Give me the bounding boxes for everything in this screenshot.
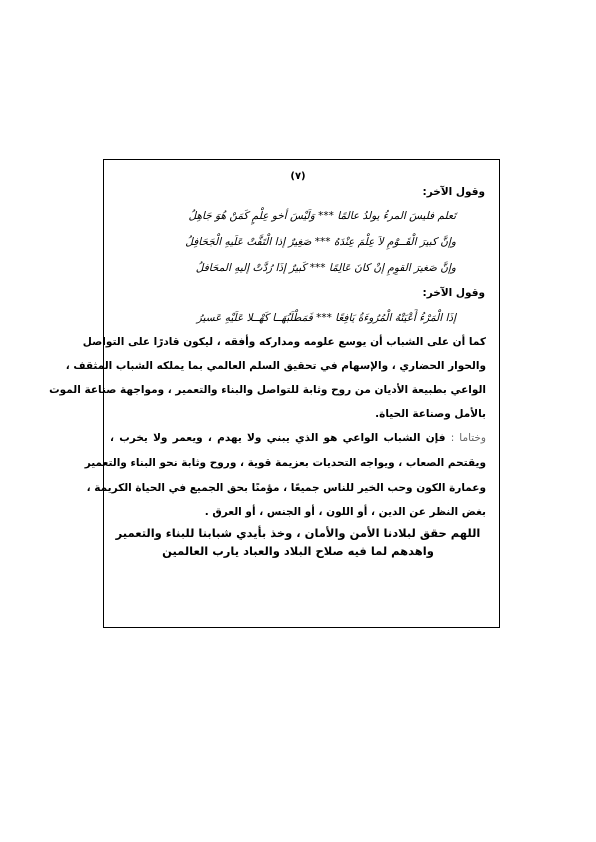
paragraph-2-line-3: وعمارة الكون وحب الخير للناس جميعًا ، مؤمنًا بحق الجميع في الحياة الكريمة ، bbox=[86, 482, 486, 494]
paragraph-1-line-1: كما أن على الشباب أن يوسع علومه ومداركه وأفقه ، ليكون قادرًا على التواصل bbox=[82, 336, 486, 348]
paragraph-2-line-2: ويقتحم الصعاب ، ويواجه التحديات بعزيمة قوية ، وروح وثابة نحو البناء والتعمير bbox=[84, 457, 486, 469]
paragraph-1-line-2: والحوار الحضاري ، والإسهام في تحقيق السلم العالمي بما يملكه الشباب المثقف ، bbox=[65, 360, 486, 372]
paragraph-2-line-1 bbox=[110, 431, 486, 445]
paragraph-1-line-3: الواعي بطبيعة الأديان من روح وثابة للتواصل والبناء والتعمير ، ومواجهة صناعة الموت bbox=[49, 384, 486, 396]
closing-lead-word: وختاما : bbox=[450, 432, 486, 444]
prayer-line-1: اللهم حقق لبلادنا الأمن والأمان ، وخذ بأيدي شبابنا للبناء والتعمير bbox=[115, 526, 481, 540]
verse-line-3: وإنَّ صَغيرَ القوِمِ إنْ كانَ عَالِمًا *** كَبيرٌ إذَا رُدَّتْ إليهِ المحَافلُ bbox=[195, 262, 456, 274]
paragraph-2-line-1-text: فإن الشباب الواعي هو الذي يبني ولا يهدم ، ويعمر ولا يخرب ، bbox=[110, 432, 446, 444]
paragraph-1-line-4: بالأمل وصناعة الحياة. bbox=[375, 408, 486, 420]
verse-line-4: إذَا الْمَرْءُ أَعْيَتْهُ الْمُرُوءَةُ يَافِعًا *** فَمَطْلَبُهَــا كَهْــلا عَلَيْهِ عَسيرُ bbox=[196, 312, 456, 324]
prayer-line-2: واهدهم لما فيه صلاح البلاد والعباد يارب العالمين bbox=[162, 544, 434, 558]
intro-line-2: وقول الآخر: bbox=[422, 287, 485, 299]
paragraph-2-line-4: بغض النظر عن الدين ، أو اللون ، أو الجنس ، أو العرق . bbox=[204, 506, 486, 518]
intro-line-1: وقول الآخر: bbox=[422, 186, 485, 198]
page-number: (٧) bbox=[290, 171, 306, 182]
verse-line-1: تَعلم فليسَ المرءُ يولدُ عالمًا *** وَلَيْسَ أخو عِلْمٍ كَمَنْ هُوَ جَاهِلُ bbox=[188, 210, 456, 222]
verse-line-2: وإنَّ كبيرَ الْقَــوْمِ لاَ عِلْمَ عِنْدَهُ *** صَغِيرٌ إذا الْتَفَّتْ عَلَيهِ الْجَحَافِلُ bbox=[185, 236, 456, 248]
